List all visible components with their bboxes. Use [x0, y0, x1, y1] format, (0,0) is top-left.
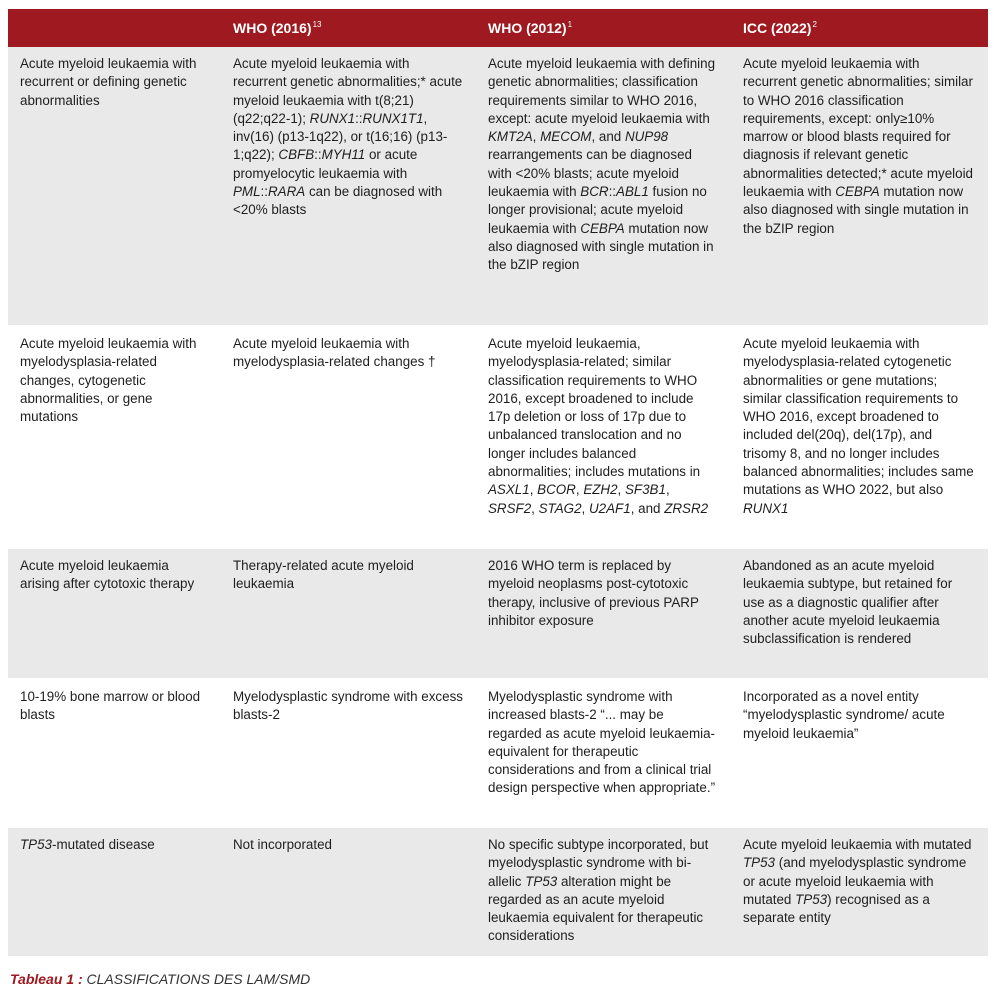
header-icc-2022 [731, 9, 988, 47]
header-icc-2022-label: ICC (2022) [743, 20, 812, 36]
gene-name: RARA [268, 184, 306, 200]
category-cell: Acute myeloid leukaemia with recurrent or defining genetic abnormalities [8, 47, 221, 326]
gene-name: MECOM [540, 129, 592, 145]
gene-name: ZRSR2 [664, 500, 709, 516]
gene-name: RUNX1 [743, 500, 789, 516]
cell-text: Therapy-related acute myeloid leukaemia [233, 558, 414, 592]
who-2016-cell [221, 548, 476, 679]
cell-text: mutation now also diagnosed with single mutation in the bZIP region [488, 220, 714, 273]
gene-name: KMT2A [488, 129, 533, 145]
gene-name: ABL1 [616, 184, 649, 200]
table-row [8, 47, 988, 326]
cell-text: fusion no longer provisional; acute myeloid leukaemia with [488, 184, 707, 236]
cell-text: , inv(16) (p13-1q22), or t(16;16) (p13-1;q22); [233, 110, 448, 163]
header-category [8, 9, 221, 47]
gene-name: CEBPA [580, 220, 625, 236]
table-row [8, 827, 988, 957]
cell-text: No specific subtype incorporated, but myelodysplastic syndrome with bi-allelic [488, 837, 709, 889]
gene-name: TP53 [20, 837, 53, 852]
gene-name: BCR [580, 184, 609, 200]
caption-text: CLASSIFICATIONS DES LAM/SMD [82, 971, 311, 987]
cell-text: Not incorporated [233, 837, 332, 852]
cell-text: :: [260, 184, 268, 200]
cell-text: :: [355, 110, 363, 126]
cell-text: Acute myeloid leukaemia with defining genetic abnormalities; classification requirements similar to WHO 2016, except: acute myeloid leukaemia with [488, 56, 716, 126]
who-2016-cell [221, 827, 476, 957]
gene-name: EZH2 [583, 482, 618, 498]
who-2016-cell [221, 326, 476, 548]
who-2012-cell [476, 679, 731, 827]
cell-text: , [665, 482, 670, 498]
cell-text: ) recognised as a separate entity [743, 891, 930, 926]
header-who-2012-label: WHO (2012) [488, 20, 567, 36]
table-body [8, 47, 988, 957]
caption-label: Tableau 1 : [10, 971, 83, 987]
header-who-2016-ref: 13 [312, 20, 322, 29]
cell-text: :: [608, 184, 617, 200]
gene-name: TP53 [525, 873, 558, 889]
gene-name: STAG2 [538, 500, 582, 516]
cell-text: , [581, 500, 589, 516]
cell-text: Acute myeloid leukaemia, myelodysplasia-related; similar classification requirements to WHO 2016, except broadened to include 17p deletion or loss of 17p due to unbalanced translocation and no longer includes balanced abnormalities; includes mutations in [488, 336, 701, 480]
header-who-2012 [476, 9, 731, 47]
category-cell: 10-19% bone marrow or blood blasts [8, 679, 221, 827]
cell-text: Acute myeloid leukaemia with myelodysplasia-related changes † [233, 336, 436, 370]
cell-text: or acute promyelocytic leukaemia with [233, 147, 418, 181]
gene-name: CBFB [278, 147, 315, 163]
cell-text: Acute myeloid leukaemia with recurrent genetic abnormalities; similar to WHO 2016 classification requirements, except: only≥10% marrow or blood blasts required for diagnosis if relevant genetic abnormalities detected;* acute myeloid leukaemia with [743, 56, 974, 200]
table-header [8, 9, 988, 47]
table-row [8, 548, 988, 679]
gene-name: BCOR [537, 482, 576, 498]
gene-name: U2AF1 [589, 500, 631, 516]
category-cell: Acute myeloid leukaemia with myelodysplasia-related changes, cytogenetic abnormalities, or gene mutations [8, 326, 221, 548]
icc-2022-cell [731, 47, 988, 326]
cell-text: Incorporated as a novel entity “myelodysplastic syndrome/ acute myeloid leukaemia” [743, 689, 945, 741]
gene-name: SRSF2 [488, 500, 532, 516]
cell-text: Myelodysplastic syndrome with increased blasts-2 “... may be regarded as acute myeloid leukaemia-equivalent for therapeutic considerations and from a clinical trial design perspective when appropriate.” [488, 689, 716, 796]
icc-2022-cell [731, 326, 988, 548]
header-who-2016-label: WHO (2016) [233, 20, 312, 36]
header-row [8, 9, 988, 47]
category-cell [8, 827, 221, 957]
cell-text: , and [630, 500, 665, 516]
who-2012-cell [476, 548, 731, 679]
cell-text: can be diagnosed with <20% blasts [233, 184, 443, 218]
cell-text: :: [314, 147, 322, 163]
who-2012-cell [476, 326, 731, 548]
header-who-2016 [221, 9, 476, 47]
gene-name: MYH11 [321, 147, 366, 163]
gene-name: TP53 [795, 891, 828, 907]
cell-text: , and [591, 129, 625, 145]
gene-name: PML [233, 184, 261, 200]
cell-text: , [532, 129, 541, 145]
cell-text: Acute myeloid leukaemia with mutated [743, 837, 972, 852]
cell-text: mutation now also diagnosed with single mutation in the bZIP region [743, 184, 969, 236]
cell-text: Acute myeloid leukaemia with recurrent genetic abnormalities;* acute myeloid leukaemia with t(8;21) (q22;q22-1); [233, 56, 463, 126]
table-row [8, 326, 988, 548]
table-caption [10, 971, 310, 987]
cell-text: , [575, 482, 584, 498]
cell-text: alteration might be regarded as an acute myeloid leukaemia equivalent for therapeutic considerations [488, 873, 704, 944]
cell-text: , [617, 482, 625, 498]
gene-name: RUNX1 [309, 110, 356, 126]
who-2012-cell [476, 827, 731, 957]
category-cell: Acute myeloid leukaemia arising after cytotoxic therapy [8, 548, 221, 679]
gene-name: ASXL1 [488, 482, 530, 498]
icc-2022-cell [731, 679, 988, 827]
cell-text: , [529, 482, 538, 498]
cell-text: 2016 WHO term is replaced by myeloid neoplasms post-cytotoxic therapy, inclusive of previous PARP inhibitor exposure [488, 558, 699, 628]
gene-name: TP53 [743, 855, 776, 871]
who-2016-cell [221, 679, 476, 827]
cell-text: Myelodysplastic syndrome with excess blasts-2 [233, 689, 463, 723]
classification-table [8, 9, 988, 958]
header-who-2012-ref: 1 [567, 20, 573, 29]
icc-2022-cell [731, 548, 988, 679]
gene-name: CEBPA [835, 184, 880, 200]
who-2012-cell [476, 47, 731, 326]
cell-text: (and myelodysplastic syndrome or acute myeloid leukaemia with mutated [743, 855, 967, 907]
cell-text: rearrangements can be diagnosed with <20% blasts; acute myeloid leukaemia with [488, 147, 692, 200]
header-icc-2022-ref: 2 [812, 20, 817, 29]
icc-2022-cell [731, 827, 988, 957]
cell-text: -mutated disease [52, 837, 155, 852]
table-row [8, 679, 988, 827]
gene-name: NUP98 [624, 129, 669, 145]
cell-text: Acute myeloid leukaemia with myelodysplasia-related cytogenetic abnormalities or gene mutations; similar classification requirements to WHO 2016, except broadened to included del(20q), del(17p), and trisomy 8, and no longer includes balanced abnormalities; includes same mutations as WHO 2022, but also [743, 336, 974, 498]
who-2016-cell [221, 47, 476, 326]
gene-name: SF3B1 [625, 482, 666, 498]
cell-text: Abandoned as an acute myeloid leukaemia subtype, but retained for use as a diagnostic qualifier after another acute myeloid leukaemia subclassification is rendered [743, 558, 953, 647]
cell-text: , [531, 500, 539, 516]
gene-name: RUNX1T1 [362, 110, 424, 126]
